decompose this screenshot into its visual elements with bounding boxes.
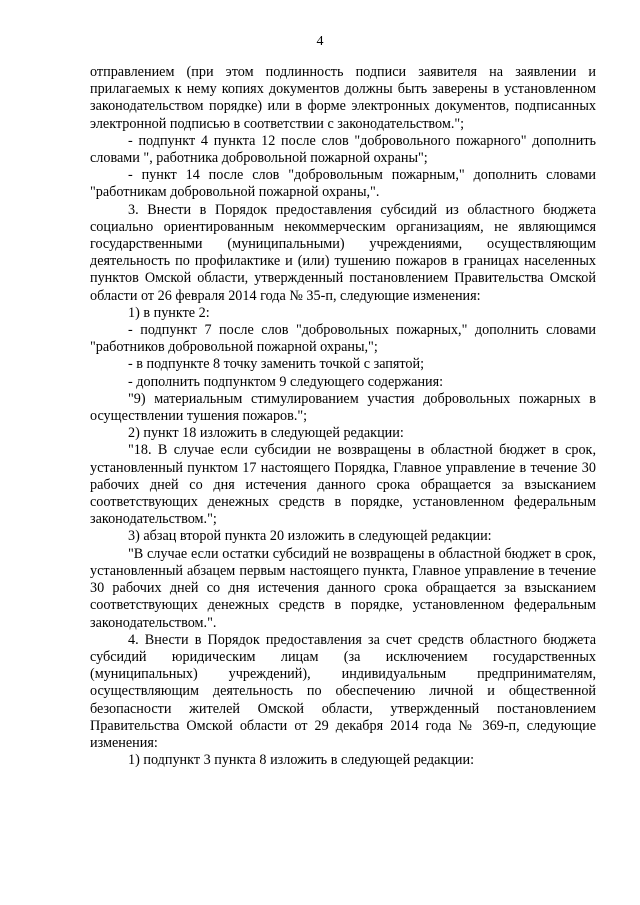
paragraph-1: отправлением (при этом подлинность подписи заявителя на заявлении и прилагаемых к нему копиях документов должны быть заверены в установленном законодательством порядке) или в форме электронных документов, подписанных электронной подписью в соответствии с законодательством."; — [90, 64, 596, 132]
paragraph-6: - подпункт 7 после слов "добровольных пожарных," дополнить словами "работников добровольной пожарной охраны,"; — [90, 322, 596, 356]
paragraph-12: 3) абзац второй пункта 20 изложить в следующей редакции: — [128, 528, 492, 545]
paragraph-4: 3. Внести в Порядок предоставления субсидий из областного бюджета социально ориентированным некоммерческим организациям, не являющимся государственными (муниципальными) учреждениями, осуществляющим деятельность по профилактике и (или) тушению пожаров в границах населенных пунктов Омской области, утвержденный постановлением Правительства Омской области от 26 февраля 2014 года № 35-п, следующие изменения: — [90, 201, 596, 304]
paragraph-15: 1) подпункт 3 пункта 8 изложить в следующей редакции: — [128, 752, 475, 769]
document-body — [90, 64, 596, 769]
paragraph-8: - дополнить подпунктом 9 следующего содержания: — [128, 373, 444, 390]
paragraph-14: 4. Внести в Порядок предоставления за счет средств областного бюджета субсидий юридическим лицам (за исключением государственных (муниципальных) учреждений), индивидуальным предпринимателям, осуществляющим деятельность по обеспечению личной и общественной безопасности жителей Омской области, утвержденный постановлением Правительства Омской области от 29 декабря 2014 года № 369-п, следующие изменения: — [90, 631, 596, 751]
paragraph-5: 1) в пункте 2: — [128, 304, 210, 321]
page-number: 4 — [316, 34, 324, 49]
paragraph-9: "9) материальным стимулированием участия добровольных пожарных в осуществлении тушения пожаров."; — [90, 390, 596, 425]
paragraph-2: - подпункт 4 пункта 12 после слов "добровольного пожарного" дополнить словами ", работника добровольной пожарной охраны"; — [90, 132, 596, 167]
paragraph-10: 2) пункт 18 изложить в следующей редакции: — [128, 425, 404, 442]
paragraph-13: "В случае если остатки субсидий не возвращены в областной бюджет в срок, установленный абзацем первым настоящего пункта, Главное управление в течение 30 рабочих дней со дня истечения данного срока обращается за взысканием соответствующих денежных средств в порядке, установленном федеральным законодательством.". — [90, 545, 596, 631]
paragraph-3: - пункт 14 после слов "добровольным пожарным," дополнить словами "работникам добровольной пожарной охраны,". — [90, 167, 596, 201]
paragraph-7: - в подпункте 8 точку заменить точкой с запятой; — [128, 356, 425, 373]
paragraph-11: "18. В случае если субсидии не возвращены в областной бюджет в срок, установленный пунктом 17 настоящего Порядка, Главное управление в течение 30 рабочих дней со дня истечения данного срока обращается за взысканием соответствующих денежных средств в порядке, установленном федеральным законодательством."; — [90, 442, 596, 528]
